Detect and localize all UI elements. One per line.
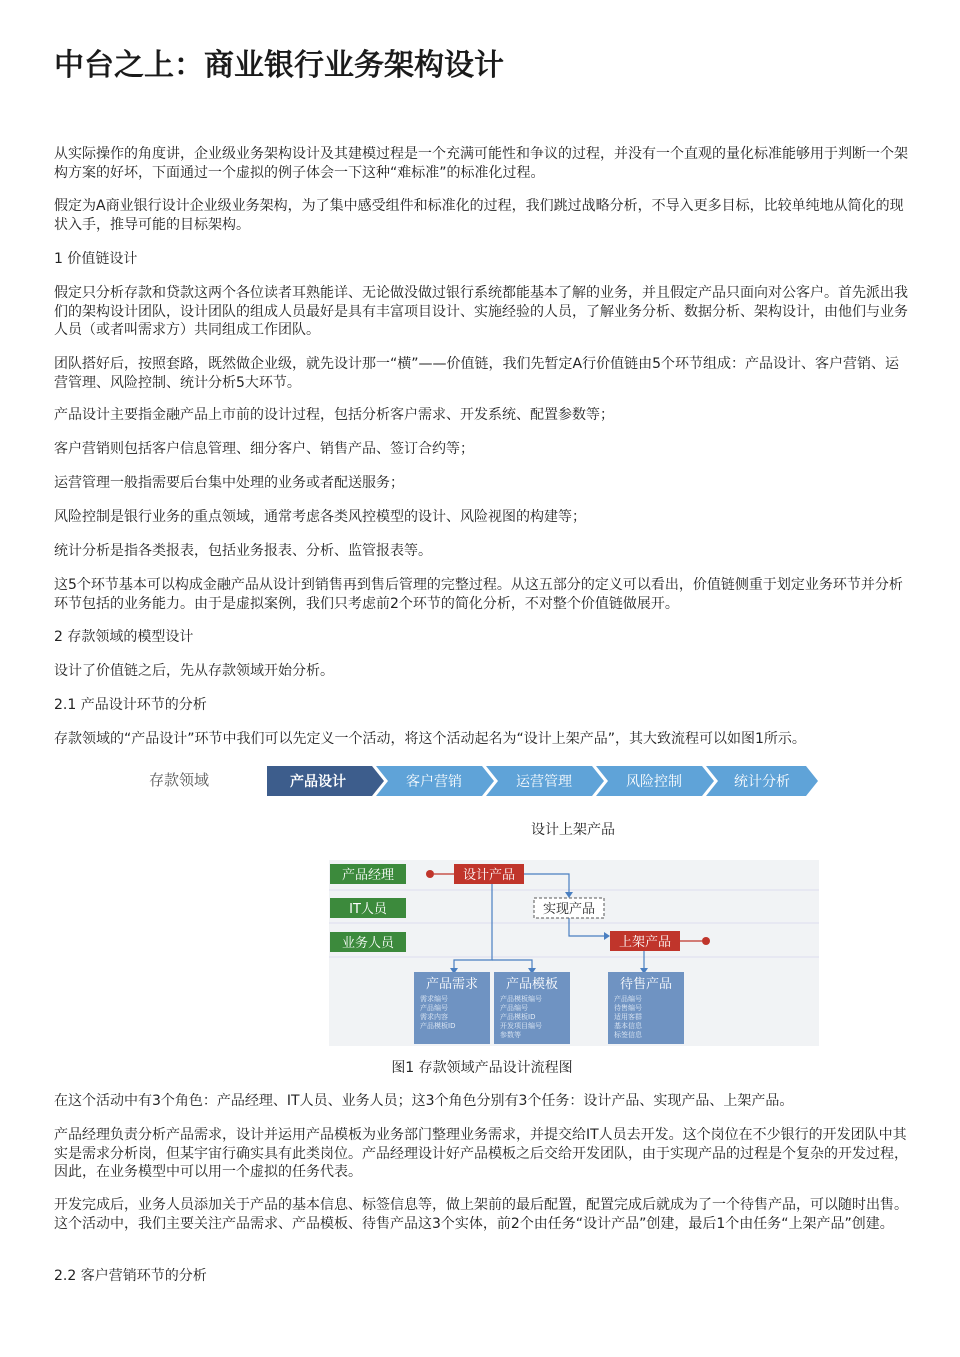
figure-caption: 图1 存款领域产品设计流程图 bbox=[391, 1060, 573, 1076]
entity-attr: 待售编号 bbox=[614, 1004, 642, 1012]
paragraph: 从实际操作的角度讲，企业级业务架构设计及其建模过程是一个充满可能性和争议的过程，并没有一个直观的量化标准能够用于判断一个架构方案的好坏，下面通过一个虚拟的例子体会一下这种“难标准”的标准化过程。 bbox=[54, 146, 908, 181]
entity-attr: 参数等 bbox=[500, 1031, 521, 1039]
paragraph: 假定只分析存款和贷款这两个各位读者耳熟能详、无论做没做过银行系统都能基本了解的业务，并且假定产品只面向对公客户。首先派出我们的架构设计团队，设计团队的组成人员最好是具有丰富项目设计、实施经验的人员，了解业务分析、数据分析、架构设计，由他们与业务人员（或者叫需求方）共同组成工作团队。 bbox=[54, 285, 908, 338]
task-label: 实现产品 bbox=[542, 902, 596, 917]
entity-attr: 产品编号 bbox=[420, 1004, 448, 1012]
chain-label: 风险控制 bbox=[626, 774, 682, 790]
section-heading: 2.2 客户营销环节的分析 bbox=[54, 1268, 207, 1284]
entity-attr: 开发项目编号 bbox=[500, 1022, 542, 1030]
role-label: 业务人员 bbox=[341, 936, 395, 951]
entity-attr: 需求编号 bbox=[420, 995, 448, 1003]
paragraph: 风险控制是银行业务的重点领域，通常考虑各类风控模型的设计、风险视图的构建等； bbox=[54, 509, 586, 525]
paragraph: 客户营销则包括客户信息管理、细分客户、销售产品、签订合约等； bbox=[54, 441, 474, 457]
paragraph: 产品经理负责分析产品需求，设计并运用产品模板为业务部门整理业务需求，并提交给IT人员去开发。这个岗位在不少银行的开发团队中其实是需求分析岗，但某宇宙行确实具有此类岗位。产品经理设计好产品模板之后交给开发团队，由于实现产品的过程是个复杂的开发过程，因此，在业务模型中可以用一个虚拟的任务代表。 bbox=[54, 1127, 908, 1180]
chain-label: 产品设计 bbox=[290, 774, 346, 790]
task-label: 设计产品 bbox=[462, 868, 516, 883]
section-heading: 2.1 产品设计环节的分析 bbox=[54, 697, 207, 713]
role-label: IT人员 bbox=[349, 902, 387, 917]
chain-label: 客户营销 bbox=[406, 774, 462, 790]
entity-attr: 产品模板ID bbox=[420, 1022, 456, 1030]
entity-attr: 标签信息 bbox=[614, 1031, 642, 1039]
paragraph: 假定为A商业银行设计企业级业务架构，为了集中感受组件和标准化的过程，我们跳过战略分析，不导入更多目标，比较单纯地从简化的现状入手，推导可能的目标架构。 bbox=[54, 198, 904, 233]
chain-label: 统计分析 bbox=[734, 774, 790, 790]
paragraph: 设计了价值链之后，先从存款领域开始分析。 bbox=[54, 663, 334, 679]
entity-attr: 产品编号 bbox=[614, 995, 642, 1003]
entity-title: 待售产品 bbox=[619, 977, 673, 992]
figure-flowchart bbox=[54, 760, 910, 1050]
activity-title: 设计上架产品 bbox=[531, 822, 615, 838]
page-title: 中台之上：商业银行业务架构设计 bbox=[54, 48, 504, 83]
entity-attr: 适用客群 bbox=[614, 1013, 642, 1021]
chain-label: 运营管理 bbox=[516, 774, 572, 790]
paragraph: 运营管理一般指需要后台集中处理的业务或者配送服务； bbox=[54, 475, 404, 491]
paragraph: 在这个活动中有3个角色：产品经理、IT人员、业务人员；这3个角色分别有3个任务：设计产品、实现产品、上架产品。 bbox=[54, 1093, 794, 1109]
paragraph: 存款领域的“产品设计”环节中我们可以先定义一个活动，将这个活动起名为“设计上架产品”，其大致流程可以如图1所示。 bbox=[54, 731, 806, 747]
paragraph: 团队搭好后，按照套路，既然做企业级，就先设计那一“横”——价值链，我们先暂定A行价值链由5个环节组成：产品设计、客户营销、运营管理、风险控制、统计分析5大环节。 bbox=[54, 356, 899, 391]
entity-title: 产品需求 bbox=[425, 977, 479, 992]
section-heading: 1 价值链设计 bbox=[54, 251, 138, 267]
entity-attr: 基本信息 bbox=[614, 1022, 642, 1030]
paragraph: 产品设计主要指金融产品上市前的设计过程，包括分析客户需求、开发系统、配置参数等； bbox=[54, 407, 614, 423]
entity-attr: 需求内容 bbox=[420, 1013, 448, 1021]
start-dot bbox=[426, 870, 434, 878]
domain-label: 存款领域 bbox=[149, 771, 210, 789]
entity-title: 产品模板 bbox=[505, 977, 559, 992]
role-label: 产品经理 bbox=[341, 868, 395, 883]
section-heading: 2 存款领域的模型设计 bbox=[54, 629, 194, 645]
paragraph: 开发完成后，业务人员添加关于产品的基本信息、标签信息等，做上架前的最后配置，配置完成后就成为了一个待售产品，可以随时出售。这个活动中，我们主要关注产品需求、产品模板、待售产品这3个实体，前2个由任务“设计产品”创建，最后1个由任务“上架产品”创建。 bbox=[54, 1197, 908, 1232]
entity-attr: 产品模板ID bbox=[500, 1013, 536, 1021]
task-label: 上架产品 bbox=[618, 935, 672, 950]
entity-attr: 产品模板编号 bbox=[500, 995, 542, 1003]
paragraph: 统计分析是指各类报表，包括业务报表、分析、监管报表等。 bbox=[54, 543, 432, 559]
end-dot bbox=[702, 937, 710, 945]
entity-attr: 产品编号 bbox=[500, 1004, 528, 1012]
paragraph: 这5个环节基本可以构成金融产品从设计到销售再到售后管理的完整过程。从这五部分的定义可以看出，价值链侧重于划定业务环节并分析环节包括的业务能力。由于是虚拟案例，我们只考虑前2个环节的简化分析，不对整个价值链做展开。 bbox=[54, 577, 903, 612]
